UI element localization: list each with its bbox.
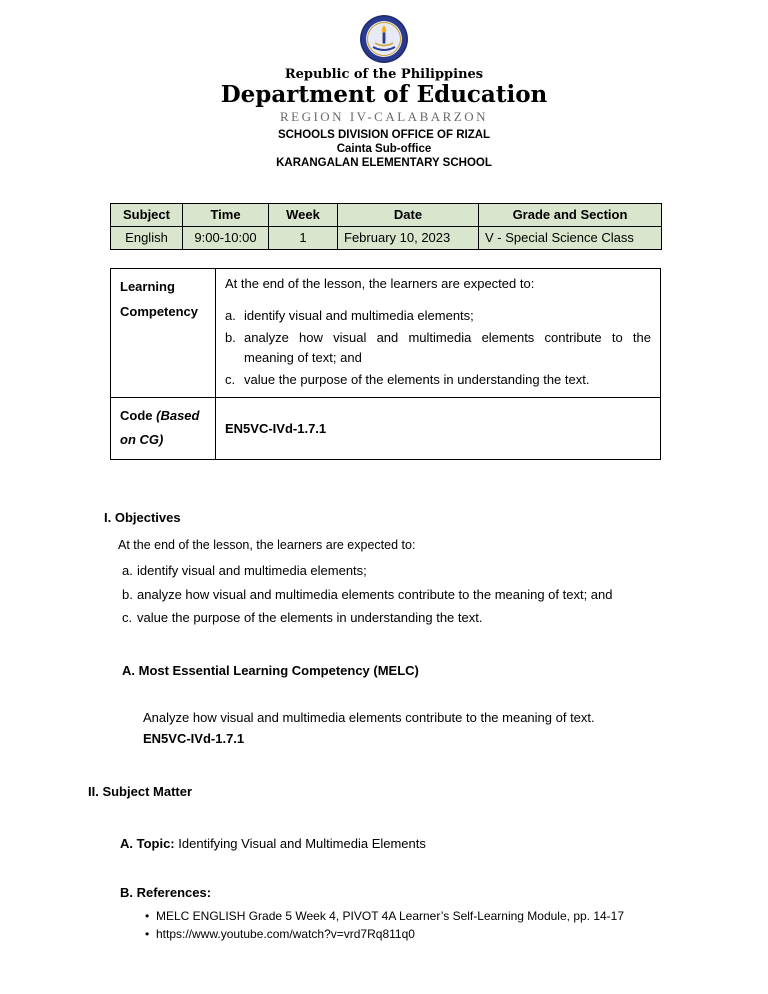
competency-item-b <box>225 328 651 368</box>
code-label <box>111 397 216 459</box>
melc-code: EN5VC-IVd-1.7.1 <box>143 730 245 746</box>
topic-label: A. Topic: <box>120 835 175 851</box>
item-text: value the purpose of the elements in understanding the text. <box>244 372 590 388</box>
item-text: analyze how visual and multimedia elements contribute to the meaning of text; and <box>244 330 651 366</box>
objectives-section <box>0 510 768 746</box>
learning-competency-label: Learning Competency <box>111 268 216 397</box>
col-header-grade-section: Grade and Section <box>479 203 662 226</box>
region-line: REGION IV-CALABARZON <box>279 109 489 125</box>
subject-matter-section <box>0 784 768 943</box>
item-marker: c. <box>122 610 133 626</box>
division-line: SCHOOLS DIVISION OFFICE OF RIZAL <box>277 128 491 141</box>
cell-week: 1 <box>269 226 338 249</box>
objectives-heading: I. Objectives <box>104 509 181 525</box>
cell-subject: English <box>111 226 183 249</box>
deped-seal-logo <box>359 14 409 64</box>
department-title: Department of Education <box>220 81 548 109</box>
republic-line: Republic of the Philippines <box>284 67 484 82</box>
code-row <box>111 397 661 459</box>
code-label-note: (Based on CG) <box>120 407 200 448</box>
col-header-week: Week <box>269 203 338 226</box>
suboffice-line: Cainta Sub-office <box>336 142 432 155</box>
col-header-time: Time <box>183 203 269 226</box>
item-text: identify visual and multimedia elements; <box>137 562 367 578</box>
item-text: identify visual and multimedia elements; <box>244 308 474 324</box>
item-text: analyze how visual and multimedia elements contribute to the meaning of text; and <box>137 586 613 602</box>
melc-text: Analyze how visual and multimedia elements contribute to the meaning of text. <box>143 709 595 725</box>
info-header-row <box>111 203 662 226</box>
info-data-row <box>111 226 662 249</box>
col-header-subject: Subject <box>111 203 183 226</box>
cell-time: 9:00-10:00 <box>183 226 269 249</box>
item-marker: b. <box>122 586 133 602</box>
reference-item-module: • MELC ENGLISH Grade 5 Week 4, PIVOT 4A Learner’s Self-Learning Module, pp. 14-17 <box>145 907 768 925</box>
code-label-word: Code <box>120 407 153 423</box>
competency-table <box>110 268 661 460</box>
code-value: EN5VC-IVd-1.7.1 <box>216 397 661 459</box>
school-line: KARANGALAN ELEMENTARY SCHOOL <box>276 156 492 169</box>
learning-competency-content <box>216 268 661 397</box>
item-marker: a. <box>225 308 236 324</box>
item-marker: a. <box>122 562 133 578</box>
topic-text: Identifying Visual and Multimedia Elements <box>178 835 426 851</box>
cell-date: February 10, 2023 <box>338 226 479 249</box>
class-info-table <box>110 203 662 250</box>
objectives-list <box>122 562 662 627</box>
competency-intro: At the end of the lesson, the learners are expected to: <box>225 275 535 291</box>
col-header-date: Date <box>338 203 479 226</box>
topic-line <box>120 836 768 851</box>
objective-item-b <box>122 586 662 604</box>
references-label: B. References: <box>120 884 212 900</box>
objective-item-a <box>122 562 662 580</box>
subject-matter-heading: II. Subject Matter <box>88 783 193 799</box>
document-header <box>0 14 768 170</box>
competency-row <box>111 268 661 397</box>
reference-item-url: • https://www.youtube.com/watch?v=vrd7Rq811q0 <box>145 925 768 943</box>
objectives-intro: At the end of the lesson, the learners are expected to: <box>118 537 416 552</box>
item-text: value the purpose of the elements in understanding the text. <box>137 610 483 626</box>
competency-item-a <box>225 306 651 326</box>
melc-heading: A. Most Essential Learning Competency (MELC) <box>122 662 419 678</box>
references-list <box>145 907 768 943</box>
item-marker: b. <box>225 330 236 346</box>
cell-grade-section: V - Special Science Class <box>479 226 662 249</box>
competency-item-c <box>225 370 651 390</box>
objective-item-c <box>122 609 662 627</box>
item-marker: c. <box>225 372 236 388</box>
